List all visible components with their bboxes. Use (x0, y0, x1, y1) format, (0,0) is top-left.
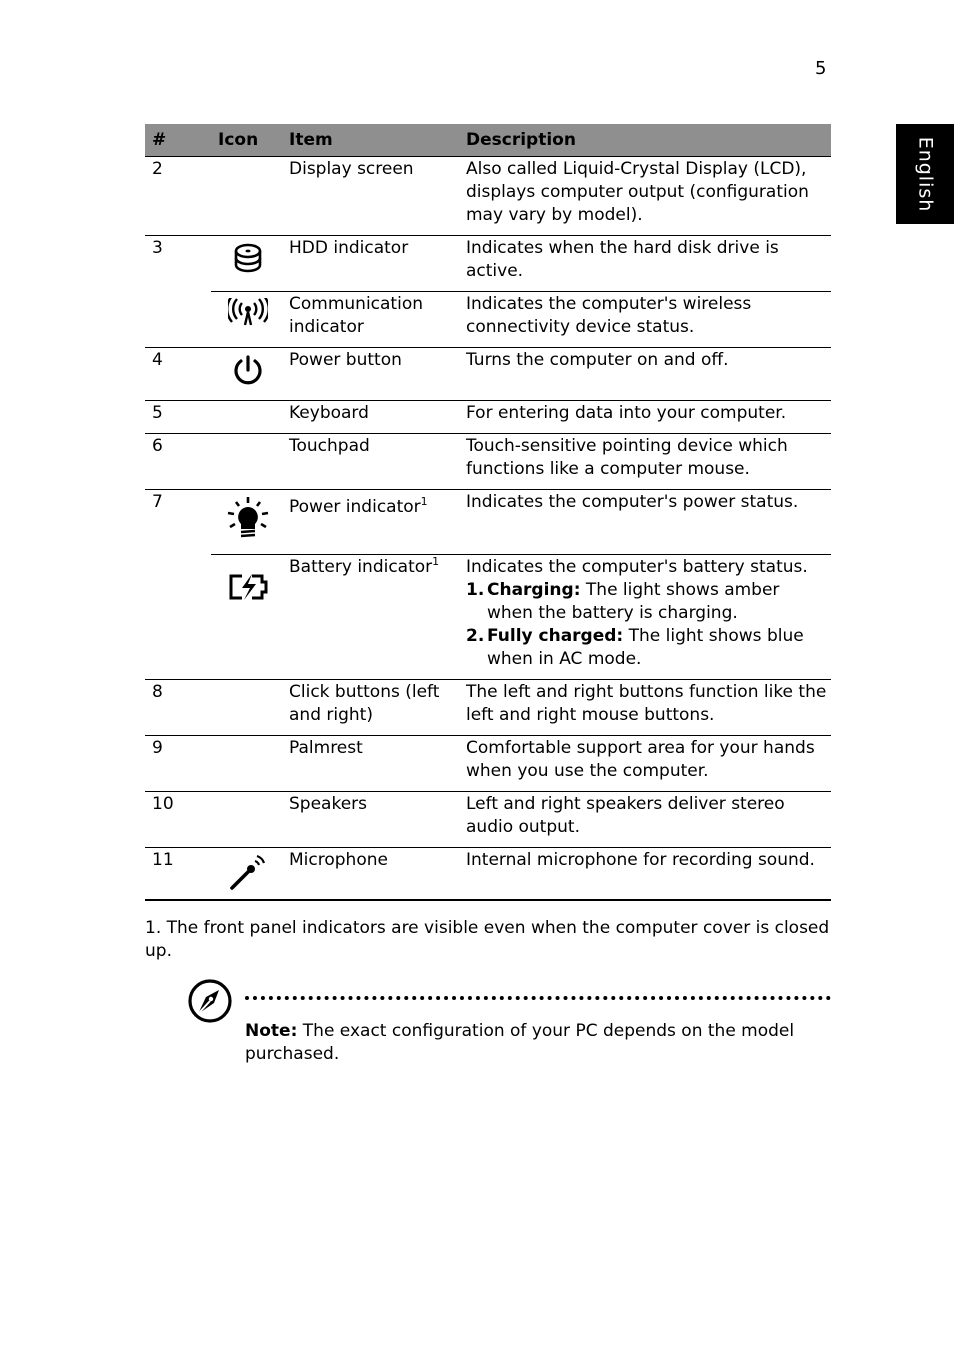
hdd-icon (232, 242, 264, 276)
row-desc: Internal microphone for recording sound. (460, 848, 831, 900)
note-pen-icon (187, 978, 233, 1024)
list-text: The light shows amber when the battery is charging. (487, 580, 780, 623)
microphone-icon (228, 852, 268, 892)
row-num: 3 (145, 236, 211, 348)
row-item: HDD indicator (285, 236, 460, 292)
row-item (285, 490, 460, 555)
row-desc: Left and right speakers deliver stereo audio output. (460, 792, 831, 848)
list-number: 2. (466, 626, 485, 646)
row-desc: Touch-sensitive pointing device which functions like a computer mouse. (460, 434, 831, 490)
row-item: Touchpad (285, 434, 460, 490)
table-row (145, 848, 831, 900)
row-item: Display screen (289, 159, 414, 179)
list-item (466, 579, 827, 625)
row-item-label: Power indicator (289, 497, 421, 517)
row-desc: Turns the computer on and off. (460, 348, 831, 401)
header-item: Item (285, 124, 460, 157)
header-icon: Icon (211, 124, 285, 157)
row-desc: Indicates when the hard disk drive is active. (460, 236, 831, 292)
note-divider (245, 996, 831, 1000)
row-icon (211, 348, 285, 401)
row-icon (211, 157, 285, 236)
page-number: 5 (815, 58, 827, 79)
row-icon (211, 401, 285, 434)
row-desc-text: Indicates the computer's battery status. (466, 557, 808, 577)
row-num: 6 (145, 434, 211, 490)
footnote: 1. The front panel indicators are visible even when the computer cover is closed up. (145, 918, 830, 961)
row-num: 2 (152, 159, 163, 179)
list-text: The light shows blue when in AC mode. (487, 626, 804, 669)
row-icon (211, 792, 285, 848)
table-header-row (145, 124, 831, 157)
row-num: 7 (145, 490, 211, 680)
table-row (145, 555, 831, 680)
row-desc: For entering data into your computer. (460, 401, 831, 434)
row-item: Click buttons (left and right) (285, 680, 460, 736)
table-row (145, 792, 831, 848)
language-tab (896, 124, 954, 224)
row-desc: Indicates the computer's power status. (460, 490, 831, 555)
note-body: The exact configuration of your PC depends on the model purchased. (245, 1021, 795, 1064)
row-icon (211, 736, 285, 792)
row-icon (211, 236, 285, 292)
row-item: Palmrest (285, 736, 460, 792)
row-item-label: Battery indicator (289, 557, 433, 577)
row-desc: Comfortable support area for your hands when you use the computer. (460, 736, 831, 792)
row-icon (211, 848, 285, 900)
wireless-icon (228, 298, 268, 328)
note-label: Note: (245, 1021, 298, 1041)
row-desc: The left and right buttons function like the left and right mouse buttons. (460, 680, 831, 736)
row-item: Power button (285, 348, 460, 401)
header-desc: Description (460, 124, 831, 157)
table-row (145, 680, 831, 736)
row-item: Speakers (285, 792, 460, 848)
note (245, 1020, 831, 1066)
row-desc: Also called Liquid-Crystal Display (LCD), displays computer output (configuration may vary by model). (466, 159, 809, 225)
row-icon (211, 292, 285, 348)
table-row (145, 434, 831, 490)
row-num: 10 (145, 792, 211, 848)
table-row (145, 236, 831, 292)
row-num: 11 (145, 848, 211, 900)
table-row (145, 401, 831, 434)
footnote-marker: 1 (420, 495, 428, 508)
table-row (145, 292, 831, 348)
list-label: Fully charged: (487, 626, 624, 646)
components-table (145, 124, 831, 901)
table-row (145, 736, 831, 792)
row-num: 8 (145, 680, 211, 736)
power-indicator-icon (226, 496, 270, 542)
battery-icon (228, 573, 268, 601)
row-item (285, 555, 460, 680)
row-desc (460, 555, 831, 680)
footnote-marker: 1 (432, 555, 440, 568)
list-label: Charging: (487, 580, 581, 600)
row-num: 9 (145, 736, 211, 792)
table-row (145, 348, 831, 401)
table-row (145, 157, 831, 236)
row-item: Keyboard (285, 401, 460, 434)
row-icon (211, 680, 285, 736)
list-number: 1. (466, 580, 485, 600)
row-desc: Indicates the computer's wireless connectivity device status. (460, 292, 831, 348)
row-num: 5 (145, 401, 211, 434)
power-icon (231, 354, 265, 388)
row-icon (211, 490, 285, 555)
header-num: # (145, 124, 211, 157)
row-item: Communication indicator (285, 292, 460, 348)
row-item: Microphone (285, 848, 460, 900)
list-item (466, 625, 827, 671)
status-list (466, 579, 827, 671)
table-row (145, 490, 831, 555)
row-icon (211, 434, 285, 490)
row-num: 4 (145, 348, 211, 401)
row-icon (211, 555, 285, 680)
language-tab-label: English (914, 136, 937, 212)
